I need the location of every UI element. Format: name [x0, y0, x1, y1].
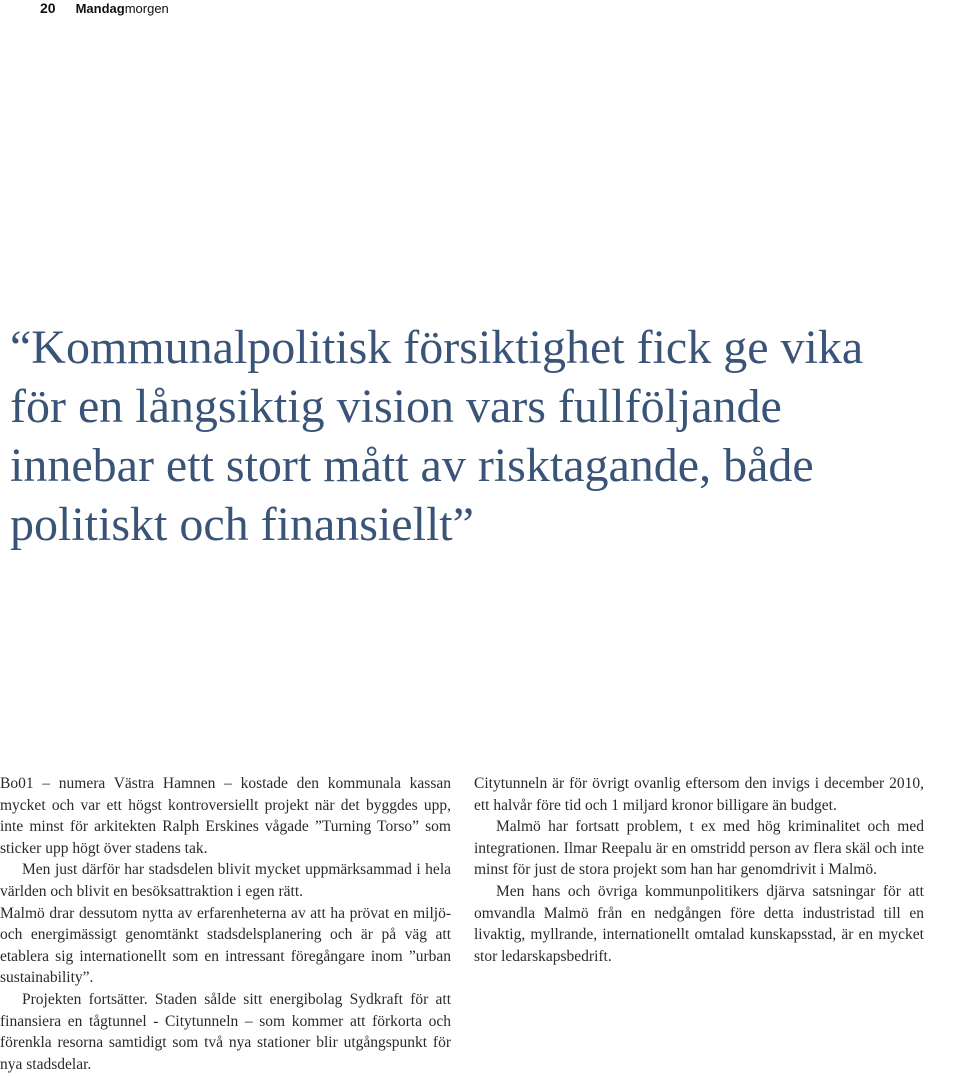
body-paragraph: Citytunneln är för övrigt ovanlig eftersom den invigs i december 2010, ett halvår före tid och 1 miljard kronor billigare än budget. [474, 775, 924, 814]
pull-quote-line: politiskt och finansiellt” [10, 498, 474, 551]
publication-name-rest: morgen [124, 1, 169, 16]
pull-quote [10, 318, 960, 554]
body-paragraph: Malmö har fortsatt problem, t ex med hög kriminalitet och med integrationen. Ilmar Reepalu är en omstridd person av flera skäl och inte minst för just de stora projekt som han har genomdrivit i Malmö. [474, 818, 924, 879]
publication-name-bold: Mandag [75, 1, 125, 16]
body-paragraph: Bo01 – numera Västra Hamnen – kostade den kommunala kassan mycket och var ett högst kontroversiellt projekt när det byggdes upp, inte minst för arkitekten Ralph Erskines vågade ”Turning Torso” som sticker upp högt över stadens tak. [0, 775, 451, 857]
pull-quote-line: “Kommunalpolitisk försiktighet fick ge vika [10, 321, 864, 374]
body-column-left [0, 773, 451, 1075]
body-paragraph: Malmö drar dessutom nytta av erfarenheterna av att ha prövat en miljö- och energimässigt genomtänkt stadsdelsplanering och är på väg att etablera sig internationellt som en intressant föregångare inom ”urban sustainability”. [0, 904, 451, 987]
pull-quote-line: för en långsiktig vision vars fullföljande [10, 380, 782, 433]
body-paragraph: Men just därför har stadsdelen blivit mycket uppmärksammad i hela världen och blivit en besöksattraktion i egen rätt. [0, 861, 451, 900]
pull-quote-line: innebar ett stort mått av risktagande, både [10, 439, 814, 492]
page-header [40, 0, 169, 16]
body-paragraph: Men hans och övriga kommunpolitikers djärva satsningar för att omvandla Malmö från en nedgången före detta industristad till en livaktig, myllrande, internationellt omtalad kunskapsstad, är en mycket stor ledarskapsbedrift. [474, 882, 924, 965]
body-column-right [474, 773, 924, 967]
body-paragraph: Projekten fortsätter. Staden sålde sitt energibolag Sydkraft för att finansiera en tågtunnel - Citytunneln – som kommer att förkorta och förenkla resorna samtidigt som två nya stationer blir utgångspunkt för nya stadsdelar. [0, 990, 451, 1073]
page-number: 20 [40, 0, 56, 16]
